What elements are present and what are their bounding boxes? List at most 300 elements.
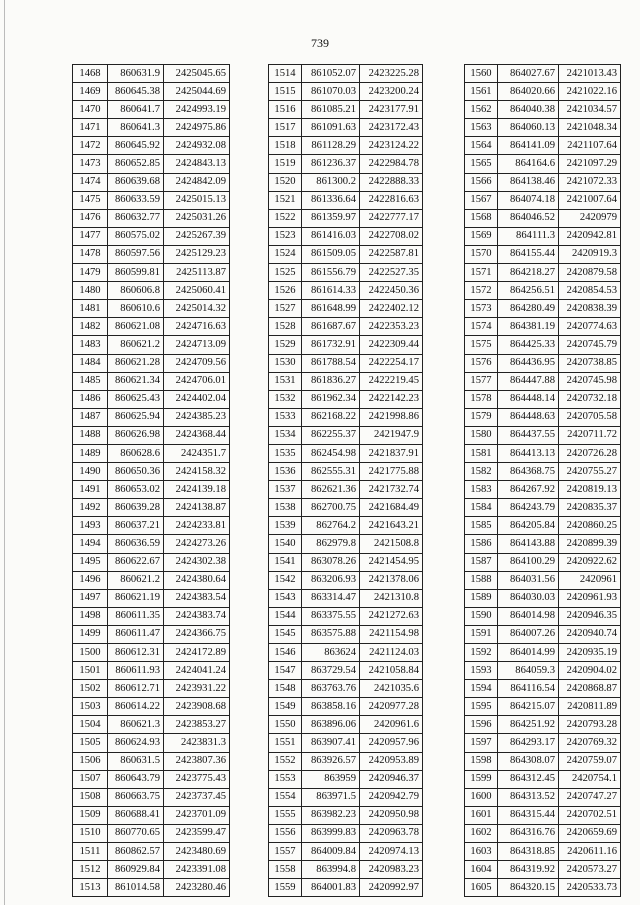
table-row — [73, 535, 230, 553]
point-id-cell: 1518 — [269, 137, 302, 155]
y-coordinate-cell: 2425267.39 — [164, 227, 230, 245]
table-row — [465, 734, 621, 752]
table-row — [73, 408, 230, 426]
x-coordinate-cell: 861336.64 — [302, 191, 360, 209]
point-id-cell: 1569 — [465, 227, 498, 245]
table-row — [269, 245, 423, 263]
point-id-cell: 1568 — [465, 209, 498, 227]
y-coordinate-cell: 2420659.69 — [559, 824, 621, 842]
point-id-cell: 1525 — [269, 264, 302, 282]
y-coordinate-cell: 2420983.23 — [360, 861, 423, 879]
y-coordinate-cell: 2423831.3 — [164, 734, 230, 752]
x-coordinate-cell: 864014.98 — [498, 607, 559, 625]
coordinate-table-2 — [268, 64, 423, 897]
table-row — [73, 517, 230, 535]
table-row — [465, 770, 621, 788]
y-coordinate-cell: 2420961 — [559, 571, 621, 589]
table-row — [73, 861, 230, 879]
y-coordinate-cell: 2421775.88 — [360, 463, 423, 481]
table-row — [465, 426, 621, 444]
table-row — [465, 644, 621, 662]
page-number: 739 — [311, 36, 329, 50]
y-coordinate-cell: 2423701.09 — [164, 806, 230, 824]
point-id-cell: 1556 — [269, 824, 302, 842]
x-coordinate-cell: 862255.37 — [302, 426, 360, 444]
table-row — [465, 191, 621, 209]
table-row — [465, 861, 621, 879]
point-id-cell: 1543 — [269, 589, 302, 607]
point-id-cell: 1500 — [73, 644, 108, 662]
y-coordinate-cell: 2421097.29 — [559, 155, 621, 173]
point-id-cell: 1519 — [269, 155, 302, 173]
x-coordinate-cell: 862764.2 — [302, 517, 360, 535]
x-coordinate-cell: 860645.92 — [108, 137, 164, 155]
y-coordinate-cell: 2422984.78 — [360, 155, 423, 173]
y-coordinate-cell: 2423908.68 — [164, 698, 230, 716]
x-coordinate-cell: 863624 — [302, 644, 360, 662]
point-id-cell: 1599 — [465, 770, 498, 788]
table-row — [269, 372, 423, 390]
table-row — [465, 354, 621, 372]
point-id-cell: 1473 — [73, 155, 108, 173]
x-coordinate-cell: 860621.2 — [108, 571, 164, 589]
y-coordinate-cell: 2421272.63 — [360, 607, 423, 625]
point-id-cell: 1604 — [465, 861, 498, 879]
x-coordinate-cell: 861614.33 — [302, 282, 360, 300]
y-coordinate-cell: 2423599.47 — [164, 824, 230, 842]
y-coordinate-cell: 2420774.63 — [559, 318, 621, 336]
table-row — [465, 227, 621, 245]
y-coordinate-cell: 2420854.53 — [559, 282, 621, 300]
y-coordinate-cell: 2420755.27 — [559, 463, 621, 481]
y-coordinate-cell: 2425045.65 — [164, 65, 230, 83]
point-id-cell: 1478 — [73, 245, 108, 263]
x-coordinate-cell: 861070.03 — [302, 83, 360, 101]
x-coordinate-cell: 864381.19 — [498, 318, 559, 336]
point-id-cell: 1468 — [73, 65, 108, 83]
point-id-cell: 1479 — [73, 264, 108, 282]
x-coordinate-cell: 860621.28 — [108, 354, 164, 372]
table-row — [269, 535, 423, 553]
x-coordinate-cell: 860612.31 — [108, 644, 164, 662]
table-row — [269, 65, 423, 83]
y-coordinate-cell: 2420879.58 — [559, 264, 621, 282]
point-id-cell: 1592 — [465, 644, 498, 662]
table-row — [269, 644, 423, 662]
table-row — [465, 843, 621, 861]
x-coordinate-cell: 861052.07 — [302, 65, 360, 83]
point-id-cell: 1553 — [269, 770, 302, 788]
x-coordinate-cell: 864448.14 — [498, 390, 559, 408]
point-id-cell: 1526 — [269, 282, 302, 300]
point-id-cell: 1494 — [73, 535, 108, 553]
y-coordinate-cell: 2423177.91 — [360, 101, 423, 119]
x-coordinate-cell: 864308.07 — [498, 752, 559, 770]
table-row — [465, 716, 621, 734]
y-coordinate-cell: 2423391.08 — [164, 861, 230, 879]
point-id-cell: 1521 — [269, 191, 302, 209]
y-coordinate-cell: 2425044.69 — [164, 83, 230, 101]
x-coordinate-cell: 863206.93 — [302, 571, 360, 589]
y-coordinate-cell: 2420957.96 — [360, 734, 423, 752]
table-row — [465, 318, 621, 336]
table-row — [269, 227, 423, 245]
y-coordinate-cell: 2424383.74 — [164, 607, 230, 625]
point-id-cell: 1540 — [269, 535, 302, 553]
x-coordinate-cell: 860624.93 — [108, 734, 164, 752]
table-row — [73, 83, 230, 101]
table-row — [73, 589, 230, 607]
point-id-cell: 1524 — [269, 245, 302, 263]
x-coordinate-cell: 864030.03 — [498, 589, 559, 607]
table-row — [269, 698, 423, 716]
table-row — [73, 65, 230, 83]
table-row — [73, 734, 230, 752]
y-coordinate-cell: 2424843.13 — [164, 155, 230, 173]
point-id-cell: 1529 — [269, 336, 302, 354]
x-coordinate-cell: 863575.88 — [302, 625, 360, 643]
x-coordinate-cell: 860631.9 — [108, 65, 164, 83]
x-coordinate-cell: 864059.3 — [498, 662, 559, 680]
table-row — [73, 481, 230, 499]
table-row — [465, 499, 621, 517]
y-coordinate-cell: 2420745.79 — [559, 336, 621, 354]
x-coordinate-cell: 864060.13 — [498, 119, 559, 137]
y-coordinate-cell: 2420747.27 — [559, 788, 621, 806]
x-coordinate-cell: 860632.77 — [108, 209, 164, 227]
table-row — [465, 300, 621, 318]
table-row — [73, 173, 230, 191]
x-coordinate-cell: 864141.09 — [498, 137, 559, 155]
x-coordinate-cell: 864368.75 — [498, 463, 559, 481]
x-coordinate-cell: 860637.21 — [108, 517, 164, 535]
table-row — [73, 390, 230, 408]
x-coordinate-cell: 864280.49 — [498, 300, 559, 318]
point-id-cell: 1493 — [73, 517, 108, 535]
y-coordinate-cell: 2425060.41 — [164, 282, 230, 300]
x-coordinate-cell: 863971.5 — [302, 788, 360, 806]
table-row — [465, 680, 621, 698]
point-id-cell: 1491 — [73, 481, 108, 499]
point-id-cell: 1565 — [465, 155, 498, 173]
point-id-cell: 1573 — [465, 300, 498, 318]
x-coordinate-cell: 864155.44 — [498, 245, 559, 263]
table-row — [465, 553, 621, 571]
table-row — [465, 625, 621, 643]
table-row — [269, 336, 423, 354]
y-coordinate-cell: 2420942.79 — [360, 788, 423, 806]
y-coordinate-cell: 2422219.45 — [360, 372, 423, 390]
table-row — [73, 752, 230, 770]
point-id-cell: 1584 — [465, 499, 498, 517]
x-coordinate-cell: 860631.5 — [108, 752, 164, 770]
point-id-cell: 1486 — [73, 390, 108, 408]
point-id-cell: 1536 — [269, 463, 302, 481]
point-id-cell: 1515 — [269, 83, 302, 101]
x-coordinate-cell: 864014.99 — [498, 644, 559, 662]
x-coordinate-cell: 860621.2 — [108, 336, 164, 354]
point-id-cell: 1516 — [269, 101, 302, 119]
y-coordinate-cell: 2421837.91 — [360, 444, 423, 462]
x-coordinate-cell: 861788.54 — [302, 354, 360, 372]
y-coordinate-cell: 2420961.93 — [559, 589, 621, 607]
table-row — [269, 101, 423, 119]
point-id-cell: 1578 — [465, 390, 498, 408]
y-coordinate-cell: 2420974.13 — [360, 843, 423, 861]
y-coordinate-cell: 2424366.75 — [164, 625, 230, 643]
table-row — [73, 716, 230, 734]
y-coordinate-cell: 2425129.23 — [164, 245, 230, 263]
x-coordinate-cell: 860633.59 — [108, 191, 164, 209]
table-row — [73, 788, 230, 806]
y-coordinate-cell: 2420977.28 — [360, 698, 423, 716]
y-coordinate-cell: 2420726.28 — [559, 444, 621, 462]
y-coordinate-cell: 2420953.89 — [360, 752, 423, 770]
point-id-cell: 1600 — [465, 788, 498, 806]
y-coordinate-cell: 2422816.63 — [360, 191, 423, 209]
point-id-cell: 1567 — [465, 191, 498, 209]
y-coordinate-cell: 2420904.02 — [559, 662, 621, 680]
y-coordinate-cell: 2424932.08 — [164, 137, 230, 155]
x-coordinate-cell: 863858.16 — [302, 698, 360, 716]
point-id-cell: 1583 — [465, 481, 498, 499]
x-coordinate-cell: 864243.79 — [498, 499, 559, 517]
x-coordinate-cell: 864293.17 — [498, 734, 559, 752]
point-id-cell: 1574 — [465, 318, 498, 336]
y-coordinate-cell: 2424139.18 — [164, 481, 230, 499]
x-coordinate-cell: 863959 — [302, 770, 360, 788]
x-coordinate-cell: 860862.57 — [108, 843, 164, 861]
y-coordinate-cell: 2422402.12 — [360, 300, 423, 318]
y-coordinate-cell: 2422888.33 — [360, 173, 423, 191]
point-id-cell: 1532 — [269, 390, 302, 408]
table-row — [465, 824, 621, 842]
point-id-cell: 1580 — [465, 426, 498, 444]
y-coordinate-cell: 2420992.97 — [360, 879, 423, 897]
point-id-cell: 1558 — [269, 861, 302, 879]
table-row — [269, 734, 423, 752]
table-row — [465, 264, 621, 282]
y-coordinate-cell: 2424138.87 — [164, 499, 230, 517]
y-coordinate-cell: 2423931.22 — [164, 680, 230, 698]
table-row — [465, 209, 621, 227]
x-coordinate-cell: 864100.29 — [498, 553, 559, 571]
point-id-cell: 1514 — [269, 65, 302, 83]
x-coordinate-cell: 864027.67 — [498, 65, 559, 83]
x-coordinate-cell: 860650.36 — [108, 463, 164, 481]
point-id-cell: 1471 — [73, 119, 108, 137]
point-id-cell: 1559 — [269, 879, 302, 897]
table-row — [73, 336, 230, 354]
x-coordinate-cell: 863999.83 — [302, 824, 360, 842]
x-coordinate-cell: 860575.02 — [108, 227, 164, 245]
y-coordinate-cell: 2423853.27 — [164, 716, 230, 734]
table-row — [73, 806, 230, 824]
point-id-cell: 1563 — [465, 119, 498, 137]
table-row — [465, 245, 621, 263]
table-row — [465, 752, 621, 770]
table-row — [269, 119, 423, 137]
x-coordinate-cell: 864251.92 — [498, 716, 559, 734]
x-coordinate-cell: 861732.91 — [302, 336, 360, 354]
table-row — [73, 372, 230, 390]
table-row — [269, 300, 423, 318]
table-row — [269, 607, 423, 625]
x-coordinate-cell: 860599.81 — [108, 264, 164, 282]
x-coordinate-cell: 863078.26 — [302, 553, 360, 571]
table-row — [73, 607, 230, 625]
table-row — [73, 137, 230, 155]
point-id-cell: 1487 — [73, 408, 108, 426]
x-coordinate-cell: 863907.41 — [302, 734, 360, 752]
point-id-cell: 1581 — [465, 444, 498, 462]
table-row — [269, 824, 423, 842]
point-id-cell: 1503 — [73, 698, 108, 716]
x-coordinate-cell: 861648.99 — [302, 300, 360, 318]
point-id-cell: 1517 — [269, 119, 302, 137]
table-row — [73, 553, 230, 571]
x-coordinate-cell: 860611.35 — [108, 607, 164, 625]
y-coordinate-cell: 2421998.86 — [360, 408, 423, 426]
point-id-cell: 1550 — [269, 716, 302, 734]
x-coordinate-cell: 864205.84 — [498, 517, 559, 535]
y-coordinate-cell: 2424713.09 — [164, 336, 230, 354]
table-row — [269, 426, 423, 444]
y-coordinate-cell: 2420705.58 — [559, 408, 621, 426]
point-id-cell: 1547 — [269, 662, 302, 680]
table-row — [73, 843, 230, 861]
y-coordinate-cell: 2422450.36 — [360, 282, 423, 300]
y-coordinate-cell: 2424385.23 — [164, 408, 230, 426]
x-coordinate-cell: 860621.3 — [108, 716, 164, 734]
table-row — [269, 571, 423, 589]
x-coordinate-cell: 860621.08 — [108, 318, 164, 336]
point-id-cell: 1596 — [465, 716, 498, 734]
x-coordinate-cell: 861014.58 — [108, 879, 164, 897]
y-coordinate-cell: 2421508.8 — [360, 535, 423, 553]
table-row — [269, 408, 423, 426]
table-row — [269, 879, 423, 897]
point-id-cell: 1530 — [269, 354, 302, 372]
table-row — [269, 191, 423, 209]
point-id-cell: 1490 — [73, 463, 108, 481]
table-row — [269, 625, 423, 643]
y-coordinate-cell: 2422777.17 — [360, 209, 423, 227]
y-coordinate-cell: 2423280.46 — [164, 879, 230, 897]
coordinate-table-3 — [464, 64, 621, 897]
point-id-cell: 1509 — [73, 806, 108, 824]
point-id-cell: 1498 — [73, 607, 108, 625]
table-row — [73, 264, 230, 282]
y-coordinate-cell: 2423480.69 — [164, 843, 230, 861]
y-coordinate-cell: 2424380.64 — [164, 571, 230, 589]
y-coordinate-cell: 2425014.32 — [164, 300, 230, 318]
x-coordinate-cell: 864425.33 — [498, 336, 559, 354]
y-coordinate-cell: 2421034.57 — [559, 101, 621, 119]
table-row — [465, 408, 621, 426]
point-id-cell: 1523 — [269, 227, 302, 245]
table-row — [269, 463, 423, 481]
point-id-cell: 1562 — [465, 101, 498, 119]
table-row — [73, 209, 230, 227]
point-id-cell: 1469 — [73, 83, 108, 101]
table-row — [269, 137, 423, 155]
point-id-cell: 1472 — [73, 137, 108, 155]
point-id-cell: 1470 — [73, 101, 108, 119]
point-id-cell: 1590 — [465, 607, 498, 625]
y-coordinate-cell: 2421007.64 — [559, 191, 621, 209]
y-coordinate-cell: 2421058.84 — [360, 662, 423, 680]
table-row — [73, 879, 230, 897]
table-row — [465, 444, 621, 462]
y-coordinate-cell: 2421107.64 — [559, 137, 621, 155]
point-id-cell: 1579 — [465, 408, 498, 426]
x-coordinate-cell: 861359.97 — [302, 209, 360, 227]
y-coordinate-cell: 2420759.07 — [559, 752, 621, 770]
point-id-cell: 1554 — [269, 788, 302, 806]
point-id-cell: 1502 — [73, 680, 108, 698]
y-coordinate-cell: 2424842.09 — [164, 173, 230, 191]
point-id-cell: 1571 — [465, 264, 498, 282]
point-id-cell: 1506 — [73, 752, 108, 770]
y-coordinate-cell: 2422309.44 — [360, 336, 423, 354]
y-coordinate-cell: 2423225.28 — [360, 65, 423, 83]
point-id-cell: 1537 — [269, 481, 302, 499]
point-id-cell: 1591 — [465, 625, 498, 643]
point-id-cell: 1549 — [269, 698, 302, 716]
table-row — [465, 571, 621, 589]
table-row — [73, 463, 230, 481]
table-row — [465, 173, 621, 191]
x-coordinate-cell: 860643.79 — [108, 770, 164, 788]
x-coordinate-cell: 864143.88 — [498, 535, 559, 553]
y-coordinate-cell: 2420950.98 — [360, 806, 423, 824]
point-id-cell: 1531 — [269, 372, 302, 390]
y-coordinate-cell: 2420754.1 — [559, 770, 621, 788]
table-row — [269, 680, 423, 698]
y-coordinate-cell: 2421684.49 — [360, 499, 423, 517]
table-row — [269, 788, 423, 806]
table-row — [73, 318, 230, 336]
table-row — [269, 770, 423, 788]
table-row — [269, 173, 423, 191]
point-id-cell: 1539 — [269, 517, 302, 535]
y-coordinate-cell: 2420573.27 — [559, 861, 621, 879]
point-id-cell: 1501 — [73, 662, 108, 680]
point-id-cell: 1561 — [465, 83, 498, 101]
table-row — [465, 83, 621, 101]
point-id-cell: 1548 — [269, 680, 302, 698]
x-coordinate-cell: 864007.26 — [498, 625, 559, 643]
table-row — [73, 119, 230, 137]
table-row — [269, 716, 423, 734]
table-row — [465, 282, 621, 300]
point-id-cell: 1595 — [465, 698, 498, 716]
x-coordinate-cell: 864413.13 — [498, 444, 559, 462]
table-row — [73, 426, 230, 444]
coordinate-table-1 — [72, 64, 230, 897]
y-coordinate-cell: 2424351.7 — [164, 444, 230, 462]
point-id-cell: 1481 — [73, 300, 108, 318]
point-id-cell: 1542 — [269, 571, 302, 589]
table-row — [73, 499, 230, 517]
point-id-cell: 1497 — [73, 589, 108, 607]
table-row — [73, 698, 230, 716]
x-coordinate-cell: 863763.76 — [302, 680, 360, 698]
point-id-cell: 1570 — [465, 245, 498, 263]
x-coordinate-cell: 862454.98 — [302, 444, 360, 462]
y-coordinate-cell: 2420835.37 — [559, 499, 621, 517]
